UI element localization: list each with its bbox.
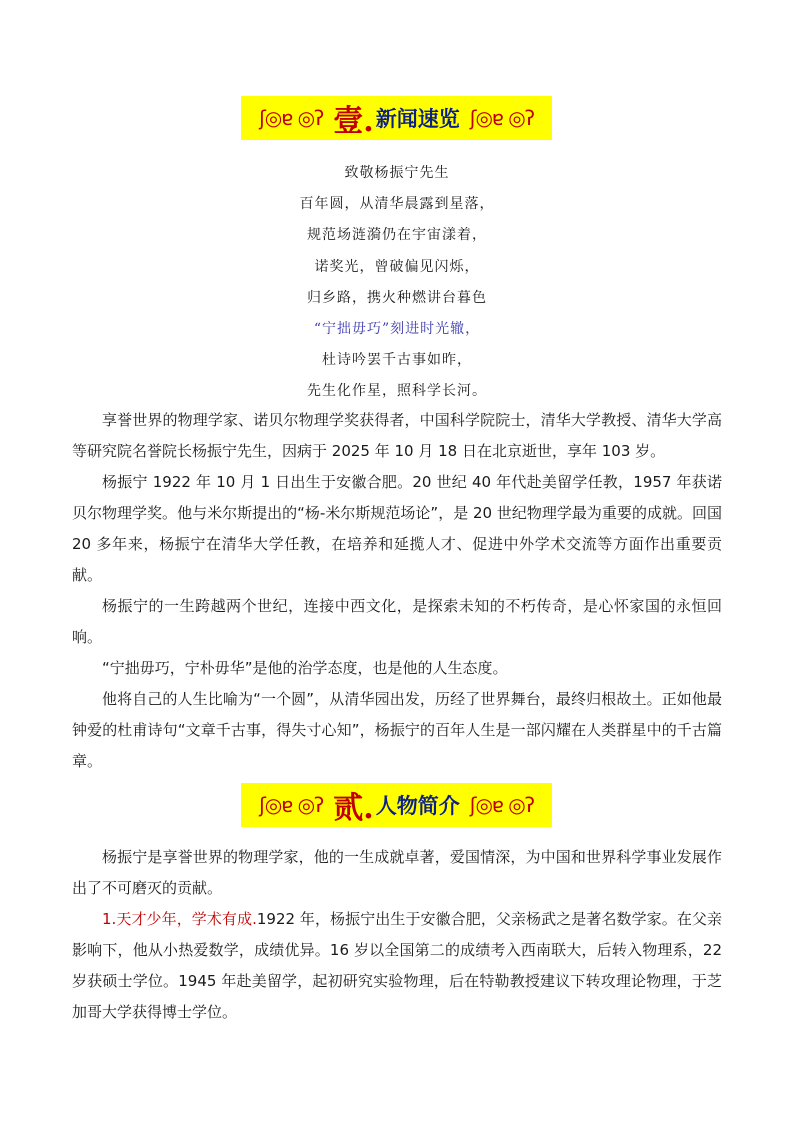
section-title: 人物简介	[375, 793, 460, 818]
profile-body	[72, 842, 722, 1028]
poem-line-highlight: “宁拙毋巧”刻进时光辙，	[313, 321, 481, 337]
bio-paragraph	[72, 904, 722, 1028]
heading-dot: .	[252, 910, 257, 928]
intro-paragraph: 杨振宁是享誉世界的物理学家，他的一生成就卓著，爱国情深，为中国和世界科学事业发展作出了不可磨灭的贡献。	[72, 848, 722, 897]
poem-line: 归乡路，携火种燃讲台暮色	[307, 290, 487, 306]
bio-heading: 1.天才少年，学术有成	[102, 910, 253, 928]
news-paragraph: “宁拙毋巧，宁朴毋华”是他的治学态度，也是他的人生态度。	[102, 659, 508, 677]
poem-line: 杜诗吟罢千古事如昨，	[322, 352, 472, 368]
news-body	[72, 405, 722, 777]
section-number: 壹.	[333, 104, 374, 139]
section-number: 贰.	[333, 791, 374, 826]
news-paragraph: 他将自己的人生比喻为“一个圆”，从清华园出发，历经了世界舞台，最终归根故土。正如他最钟爱的杜甫诗句“文章千古事，得失寸心知”，杨振宁的百年人生是一部闪耀在人类群星中的千古篇章。	[72, 690, 722, 770]
bio-text: 1922 年，杨振宁出生于安徽合肥，父亲杨武之是著名数学家。在父亲影响下，他从小热爱数学，成绩优异。16 岁以全国第二的成绩考入西南联大，后转入物理系，22 岁获硕士学位。1945 年赴美留学，起初研究实验物理，后在特勒教授建议下转攻理论物理，于芝加哥大学获得博士学位。	[72, 910, 722, 1021]
ornament-right-icon: ʃ◎ɐ ◎ʔ	[469, 793, 534, 817]
ornament-left-icon: ʃ◎ɐ ◎ʔ	[259, 793, 324, 817]
poem-line: 先生化作星，照科学长河。	[307, 383, 487, 399]
section-banner-profile	[241, 783, 552, 827]
news-paragraph: 杨振宁的一生跨越两个世纪，连接中西文化，是探索未知的不朽传奇，是心怀家国的永恒回响。	[72, 597, 722, 646]
ornament-left-icon: ʃ◎ɐ ◎ʔ	[259, 106, 324, 130]
poem-line: 诺奖光，曾破偏见闪烁，	[314, 259, 480, 275]
section-banner-news	[241, 96, 552, 140]
ornament-right-icon: ʃ◎ɐ ◎ʔ	[469, 106, 534, 130]
news-paragraph: 杨振宁 1922 年 10 月 1 日出生于安徽合肥。20 世纪 40 年代赴美留学任教，1957 年获诺贝尔物理学奖。他与米尔斯提出的“杨-米尔斯规范场论”，是 20 世纪物理学最为重要的成就。回国 20 多年来，杨振宁在清华大学任教，在培养和延揽人才、促进中外学术交流等方面作出重要贡献。	[72, 473, 722, 584]
news-paragraph: 享誉世界的物理学家、诺贝尔物理学奖获得者，中国科学院院士，清华大学教授、清华大学高等研究院名誉院长杨振宁先生，因病于 2025 年 10 月 18 日在北京逝世，享年 103 岁。	[72, 411, 722, 460]
poem-line: 百年圆，从清华晨露到星落，	[299, 196, 495, 212]
section-title: 新闻速览	[375, 106, 460, 131]
poem-line: 规范场涟漪仍在宇宙漾着，	[307, 227, 487, 243]
poem-line: 致敬杨振宁先生	[344, 165, 450, 181]
